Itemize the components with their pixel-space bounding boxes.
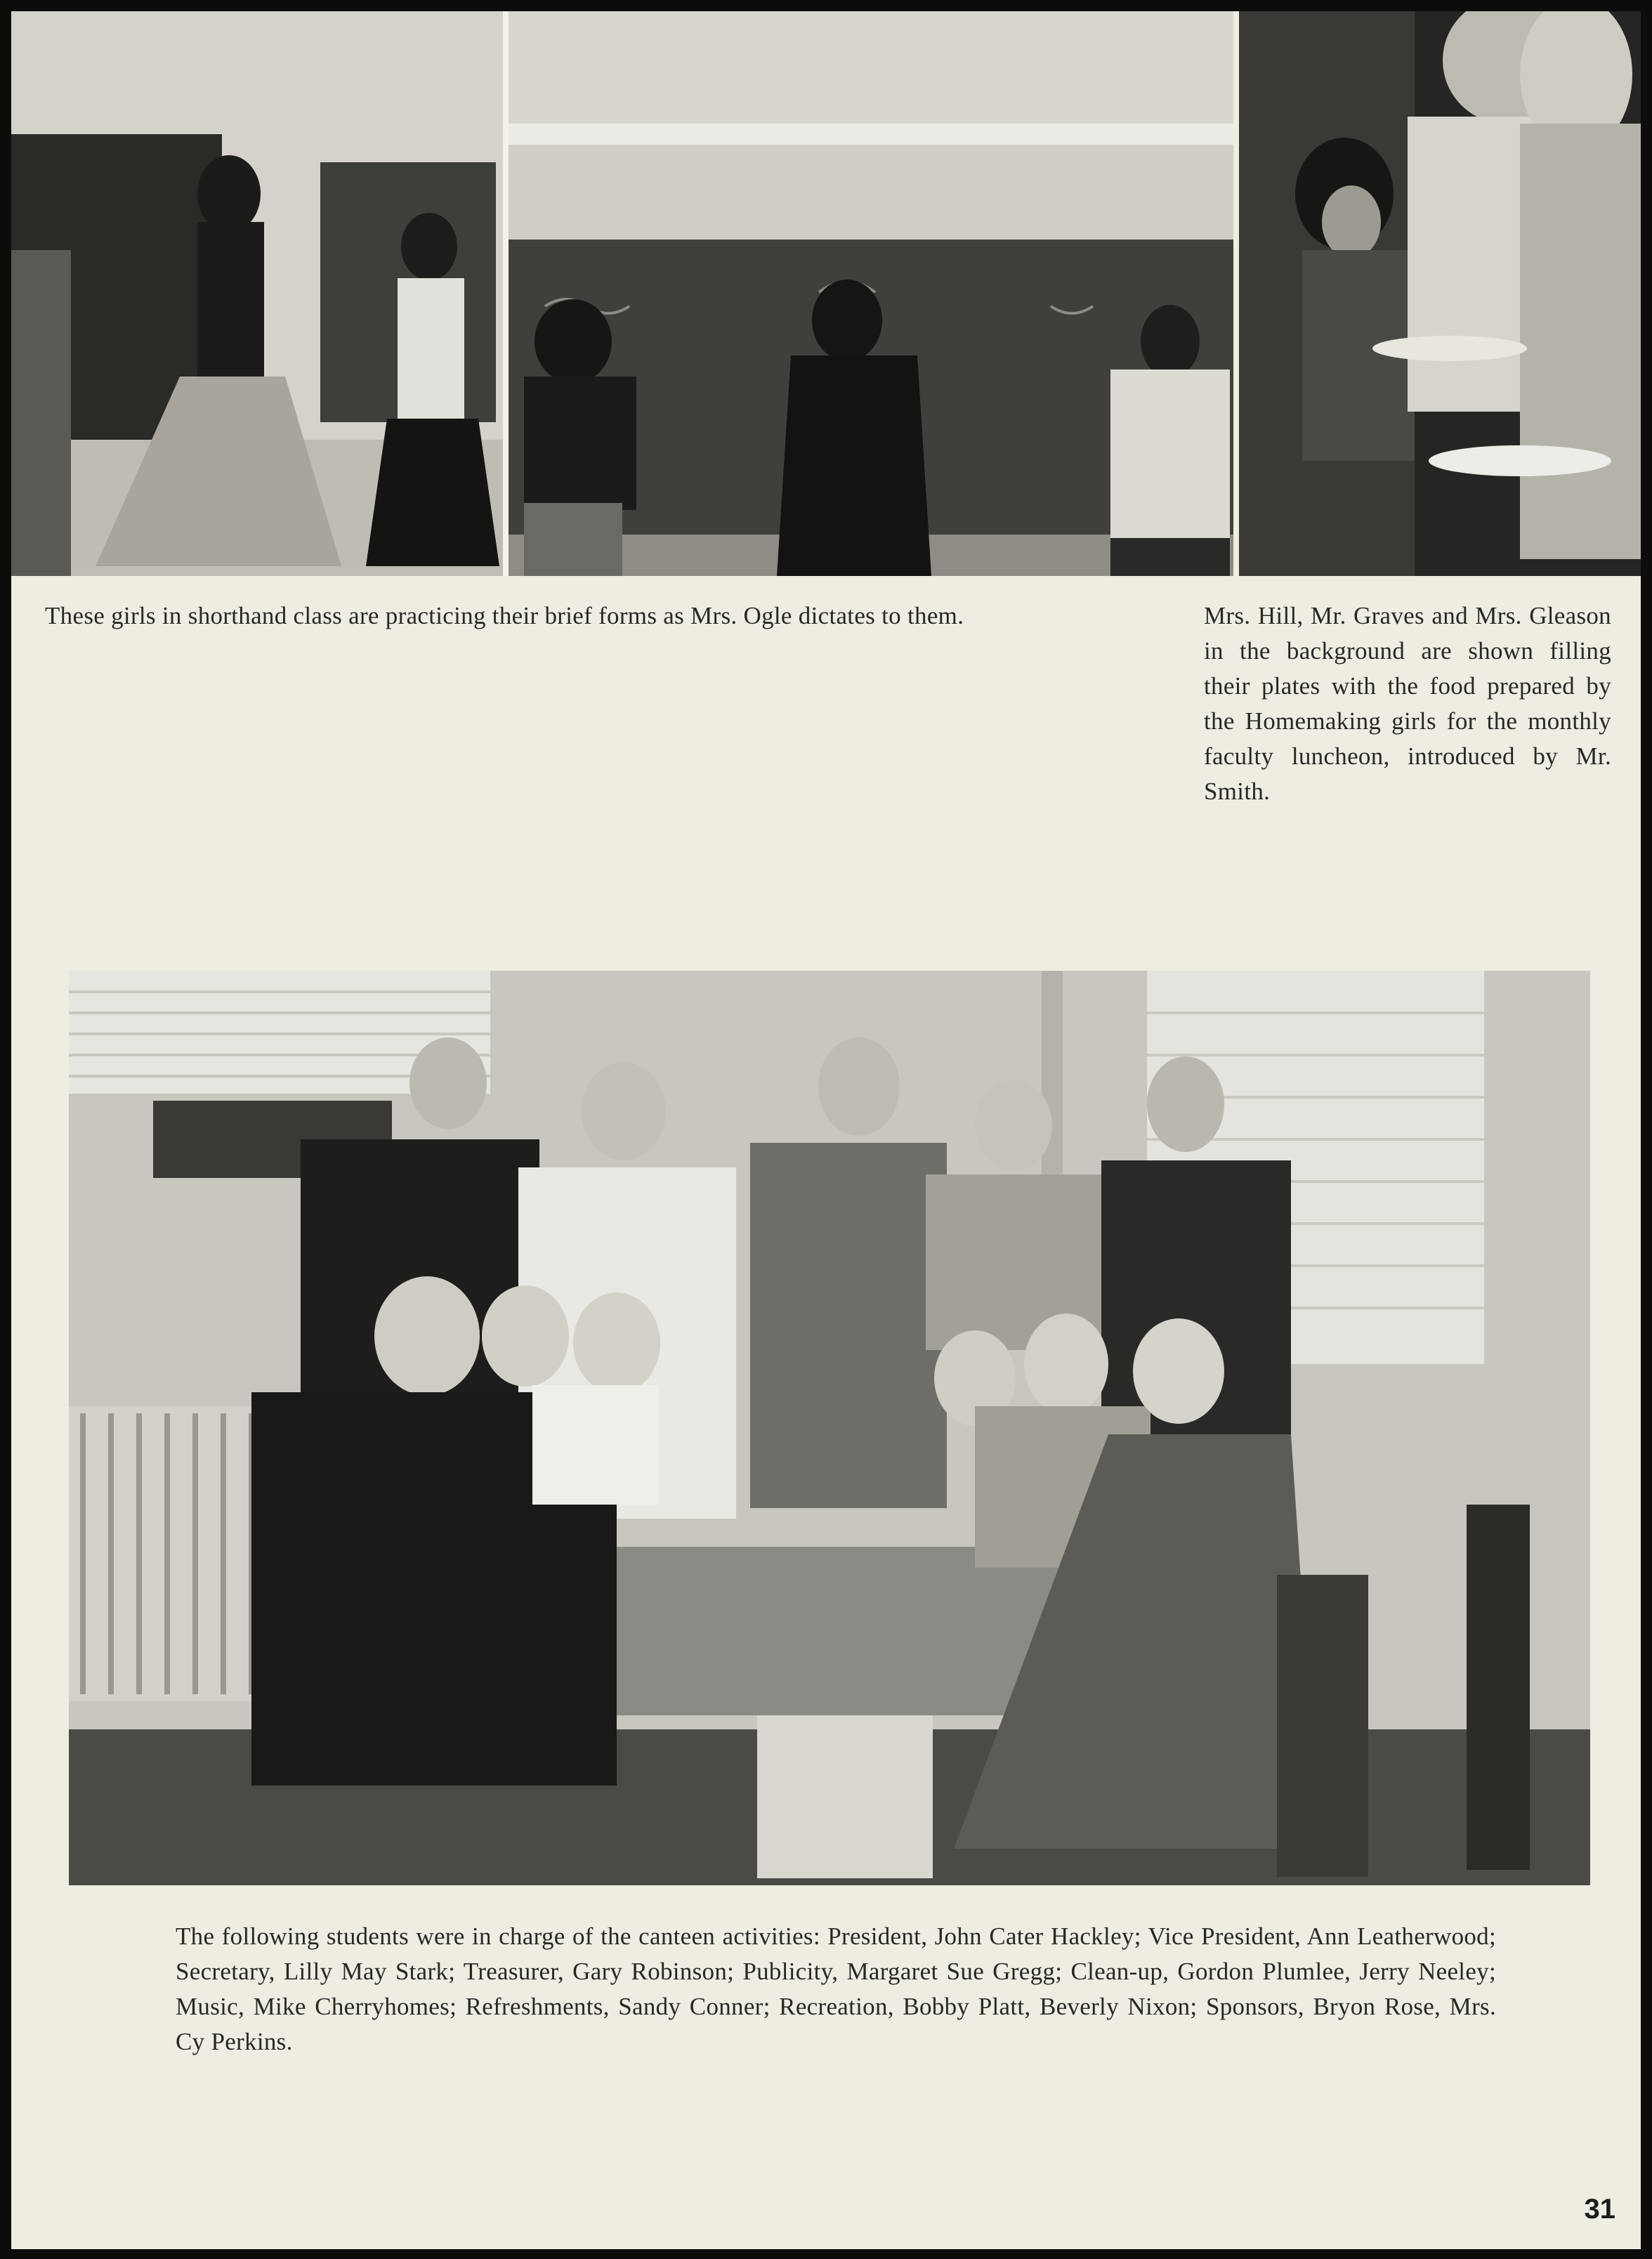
shorthand-class-photo xyxy=(11,11,1233,576)
canteen-caption: The following students were in charge of the canteen activities: President, John Cater Hackley; Vice President, Ann Leatherwood; Secretary, Lilly May Stark; Treasurer, Gary Robinson; Publicity, Margaret Sue Gregg; Clean-up, Gordon Plumlee, Jerry Neeley; Music, Mike Cherryhomes; Refreshments, Sandy Conner; Recreation, Bobby Platt, Beverly Nixon; Sponsors, Bryon Rose, Mrs. Cy Perkins. xyxy=(176,1923,1496,2055)
canteen-committee-photo xyxy=(69,971,1590,1885)
shorthand-caption: These girls in shorthand class are practicing their brief forms as Mrs. Ogle dictates to them. xyxy=(45,602,964,629)
yearbook-page xyxy=(11,11,1641,2249)
faculty-luncheon-photo xyxy=(1239,11,1641,576)
page-number: 31 xyxy=(1584,2194,1615,2225)
luncheon-caption: Mrs. Hill, Mr. Graves and Mrs. Gleason in the background are shown filling their plates with the food prepared by the Homemaking girls for the monthly faculty luncheon, introduced by Mr. Smith. xyxy=(1204,602,1611,805)
